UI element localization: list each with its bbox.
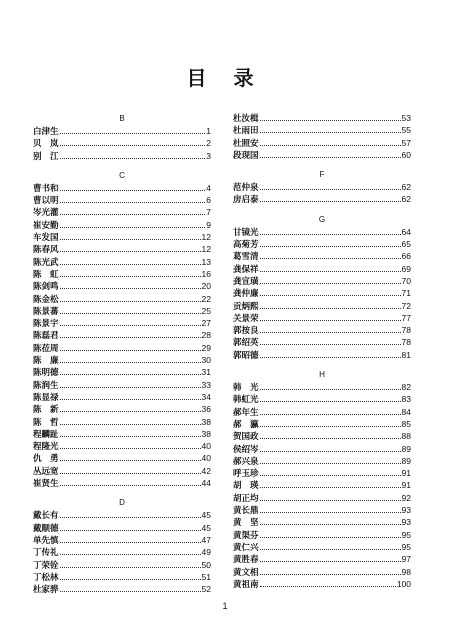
entry-page-number: 34: [201, 391, 211, 402]
entry-page-number: 93: [401, 505, 411, 516]
toc-entry[interactable]: [33, 391, 211, 403]
entry-page-number: 81: [401, 349, 411, 360]
toc-entry[interactable]: [33, 137, 211, 149]
entry-page-number: 95: [401, 529, 411, 540]
dot-leader: [260, 283, 401, 284]
dot-leader: [60, 301, 201, 302]
entry-name: 杜照安: [233, 138, 259, 149]
entry-name: 陈景宇: [33, 319, 59, 330]
entry-page-number: 53: [401, 113, 411, 123]
entry-name: 陈 廉: [33, 356, 59, 367]
entry-name: 郭绍英: [233, 338, 259, 349]
dot-leader: [260, 549, 401, 550]
toc-entry[interactable]: [233, 263, 411, 275]
dot-leader: [60, 399, 201, 400]
toc-entry[interactable]: [233, 287, 411, 299]
entry-name: 贡炳熙: [233, 301, 259, 312]
entry-page-number: 91: [401, 480, 411, 491]
dot-leader: [260, 145, 401, 146]
toc-entry[interactable]: [233, 553, 411, 565]
entry-page-number: 83: [401, 394, 411, 405]
entry-page-number: 13: [201, 256, 211, 267]
entry-name: 韩 光: [233, 383, 259, 394]
entry-page-number: 85: [401, 418, 411, 429]
toc-entry[interactable]: [233, 443, 411, 455]
toc-entry[interactable]: [33, 546, 211, 558]
toc-entry[interactable]: [33, 125, 211, 137]
toc-entry[interactable]: [33, 219, 211, 231]
entry-page-number: 42: [201, 465, 211, 476]
entry-page-number: 38: [201, 416, 211, 427]
entry-page-number: 2: [206, 138, 211, 149]
toc-entry[interactable]: [233, 336, 411, 348]
dot-leader: [260, 463, 401, 464]
entry-name: 陈 虹: [33, 269, 59, 280]
page-number: 1: [222, 601, 228, 611]
dot-leader: [60, 133, 206, 134]
entry-name: 崔安勤: [33, 220, 59, 231]
entry-page-number: 72: [401, 300, 411, 311]
dot-leader: [60, 337, 201, 338]
dot-leader: [260, 201, 401, 202]
entry-name: 杜雨田: [233, 126, 259, 137]
entry-name: 仇 勇: [33, 454, 59, 465]
entry-name: 黄 坚: [233, 518, 259, 529]
entry-name: 黄胜春: [233, 555, 259, 566]
entry-page-number: 55: [401, 125, 411, 136]
entry-page-number: 29: [201, 342, 211, 353]
entry-page-number: 36: [201, 404, 211, 415]
toc-entry[interactable]: [33, 583, 211, 595]
dot-leader: [260, 271, 401, 272]
entry-name: 陈莅周: [33, 343, 59, 354]
dot-leader: [60, 227, 206, 228]
section-letter: F: [319, 170, 325, 180]
entry-page-number: 1: [206, 126, 211, 136]
entry-name: 关景荣: [233, 313, 259, 324]
entry-name: 陈 哲: [33, 417, 59, 428]
dot-leader: [60, 542, 201, 543]
dot-leader: [260, 258, 401, 259]
dot-leader: [60, 264, 201, 265]
entry-name: 龚宣璜: [233, 276, 259, 287]
entry-name: 贺国政: [233, 432, 259, 443]
entry-page-number: 7: [206, 207, 211, 218]
entry-page-number: 57: [401, 137, 411, 148]
entry-page-number: 88: [401, 431, 411, 442]
dot-leader: [60, 579, 201, 580]
toc-entry[interactable]: [233, 181, 411, 193]
entry-name: 丁传礼: [33, 548, 59, 559]
entry-name: 程隆光: [33, 442, 59, 453]
toc-entry[interactable]: [33, 280, 211, 292]
entry-name: 陈 新: [33, 405, 59, 416]
dot-leader: [260, 357, 401, 358]
dot-leader: [260, 401, 401, 402]
dot-leader: [60, 436, 201, 437]
toc-entry[interactable]: [233, 312, 411, 324]
toc-entry[interactable]: [233, 238, 411, 250]
entry-page-number: 6: [206, 195, 211, 206]
toc-entry[interactable]: [233, 516, 411, 528]
dot-leader: [260, 524, 401, 525]
entry-name: 曹以明: [33, 196, 59, 207]
toc-entry[interactable]: [233, 393, 411, 405]
entry-name: 贝 岚: [33, 139, 59, 150]
toc-entry[interactable]: [233, 381, 411, 393]
toc-entry[interactable]: [33, 428, 211, 440]
dot-leader: [260, 451, 401, 452]
toc-entry[interactable]: [33, 317, 211, 329]
dot-leader: [60, 448, 201, 449]
toc-entry[interactable]: [233, 504, 411, 516]
toc-entry[interactable]: [33, 379, 211, 391]
entry-name: 杜汝楫: [233, 114, 259, 124]
toc-entry[interactable]: [33, 150, 211, 162]
entry-name: 郝兴泉: [233, 456, 259, 467]
entry-name: 呼玉珍: [233, 469, 259, 480]
entry-page-number: 3: [206, 150, 211, 161]
toc-entry[interactable]: [33, 509, 211, 521]
toc-entry[interactable]: [33, 206, 211, 218]
entry-name: 车发国: [33, 233, 59, 244]
entry-page-number: 98: [401, 566, 411, 577]
entry-name: 黄祖南: [233, 579, 259, 590]
dot-leader: [260, 295, 401, 296]
section-letter: B: [119, 114, 125, 123]
toc-entry[interactable]: [233, 324, 411, 336]
dot-leader: [260, 574, 401, 575]
entry-name: 胡 瑛: [233, 481, 259, 492]
toc-section: [233, 213, 411, 361]
entry-page-number: 20: [201, 281, 211, 292]
entry-page-number: 69: [401, 263, 411, 274]
toc-entry[interactable]: [233, 406, 411, 418]
entry-page-number: 77: [401, 312, 411, 323]
dot-leader: [60, 460, 201, 461]
entry-name: 郝 瀛: [233, 419, 259, 430]
toc-entry[interactable]: [233, 492, 411, 504]
entry-name: 陈金松: [33, 294, 59, 305]
toc-entry[interactable]: [233, 275, 411, 287]
toc-column-left: [33, 112, 211, 595]
dot-leader: [60, 325, 201, 326]
dot-leader: [60, 411, 201, 412]
dot-leader: [260, 414, 401, 415]
entry-page-number: 100: [396, 578, 411, 589]
toc-entry[interactable]: [233, 578, 411, 590]
entry-page-number: 95: [401, 541, 411, 552]
dot-leader: [260, 332, 401, 333]
toc-column-right: [233, 112, 411, 590]
entry-name: 胡正均: [233, 493, 259, 504]
entry-page-number: 25: [201, 305, 211, 316]
dot-leader: [60, 424, 201, 425]
toc-entry[interactable]: [33, 293, 211, 305]
dot-leader: [260, 487, 401, 488]
toc-entry[interactable]: [233, 467, 411, 479]
dot-leader: [260, 320, 401, 321]
toc-entry[interactable]: [33, 194, 211, 206]
toc-entry[interactable]: [233, 112, 411, 124]
entry-page-number: 44: [201, 478, 211, 489]
dot-leader: [60, 251, 201, 252]
toc-entry[interactable]: [233, 149, 411, 161]
entry-page-number: 60: [401, 149, 411, 160]
dot-leader: [260, 586, 396, 587]
toc-entry[interactable]: [33, 243, 211, 255]
entry-page-number: 38: [201, 428, 211, 439]
toc-entry[interactable]: [33, 477, 211, 489]
dot-leader: [60, 362, 201, 363]
entry-page-number: 52: [201, 584, 211, 595]
toc-entry[interactable]: [33, 182, 211, 194]
dot-leader: [260, 246, 401, 247]
dot-leader: [260, 389, 401, 390]
entry-name: 陈明德: [33, 368, 59, 379]
entry-page-number: 62: [401, 194, 411, 205]
dot-leader: [260, 537, 401, 538]
dot-leader: [60, 202, 206, 203]
entry-page-number: 84: [401, 406, 411, 417]
dot-leader: [60, 374, 201, 375]
entry-name: 岑光灌: [33, 208, 59, 219]
entry-name: 高菊芳: [233, 240, 259, 251]
toc-entry[interactable]: [33, 305, 211, 317]
section-letter: D: [119, 498, 125, 508]
toc-entry[interactable]: [233, 300, 411, 312]
dot-leader: [60, 591, 201, 592]
entry-page-number: 50: [201, 559, 211, 570]
entry-page-number: 78: [401, 325, 411, 336]
toc-entry[interactable]: [33, 403, 211, 415]
toc-section: [33, 169, 211, 489]
entry-name: 丛远宽: [33, 466, 59, 477]
toc-entry[interactable]: [233, 226, 411, 238]
dot-leader: [60, 485, 201, 486]
dot-leader: [60, 313, 201, 314]
toc-section: [233, 168, 411, 206]
entry-page-number: 93: [401, 517, 411, 528]
entry-page-number: 40: [201, 453, 211, 464]
dot-leader: [60, 517, 201, 518]
entry-page-number: 97: [401, 554, 411, 565]
entry-page-number: 45: [201, 522, 211, 533]
entry-name: 龚保祥: [233, 264, 259, 275]
entry-page-number: 66: [401, 251, 411, 262]
entry-name: 甘镜光: [233, 227, 259, 238]
toc-entry[interactable]: [33, 440, 211, 452]
entry-name: 陈景蕃: [33, 306, 59, 317]
toc-entry[interactable]: [33, 329, 211, 341]
entry-page-number: 82: [401, 382, 411, 393]
entry-page-number: 64: [401, 226, 411, 237]
dot-leader: [60, 288, 201, 289]
entry-page-number: 22: [201, 293, 211, 304]
entry-page-number: 28: [201, 330, 211, 341]
dot-leader: [260, 426, 401, 427]
entry-page-number: 12: [201, 232, 211, 243]
entry-name: 杜家骅: [33, 585, 59, 596]
toc-entry[interactable]: [33, 559, 211, 571]
dot-leader: [260, 438, 401, 439]
toc-entry[interactable]: [33, 416, 211, 428]
entry-name: 黄长鼎: [233, 506, 259, 517]
toc-entry[interactable]: [233, 418, 411, 430]
dot-leader: [60, 145, 206, 146]
toc-entry[interactable]: [33, 465, 211, 477]
entry-name: 丁松林: [33, 572, 59, 583]
dot-leader: [260, 500, 401, 501]
entry-name: 陈春风: [33, 245, 59, 256]
entry-name: 陈润生: [33, 380, 59, 391]
entry-name: 崔贤生: [33, 479, 59, 490]
dot-leader: [60, 530, 201, 531]
toc-entry[interactable]: [33, 256, 211, 268]
toc-entry[interactable]: [233, 250, 411, 262]
dot-leader: [260, 344, 401, 345]
entry-page-number: 51: [201, 571, 211, 582]
entry-page-number: 92: [401, 492, 411, 503]
entry-page-number: 49: [201, 547, 211, 558]
entry-name: 陈显禄: [33, 392, 59, 403]
toc-entry[interactable]: [33, 522, 211, 534]
entry-page-number: 78: [401, 337, 411, 348]
entry-page-number: 91: [401, 468, 411, 479]
entry-name: 郭昭德: [233, 350, 259, 361]
entry-name: 龚仲廉: [233, 289, 259, 300]
entry-page-number: 27: [201, 318, 211, 329]
section-letter: C: [119, 170, 125, 180]
entry-page-number: 16: [201, 268, 211, 279]
entry-page-number: 33: [201, 379, 211, 390]
entry-page-number: 70: [401, 275, 411, 286]
entry-page-number: 9: [206, 219, 211, 230]
dot-leader: [60, 214, 206, 215]
section-letter: H: [319, 370, 325, 380]
entry-name: 韩虹光: [233, 395, 259, 406]
entry-name: 葛雪清: [233, 252, 259, 263]
entry-name: 陈磊君: [33, 331, 59, 342]
entry-page-number: 31: [201, 367, 211, 378]
toc-entry[interactable]: [233, 349, 411, 361]
toc-section: [233, 112, 411, 161]
entry-name: 郭按良: [233, 326, 259, 337]
entry-name: 陈光武: [33, 257, 59, 268]
entry-name: 郝年生: [233, 407, 259, 418]
toc-section: [33, 496, 211, 595]
toc-entry[interactable]: [233, 479, 411, 491]
dot-leader: [60, 276, 201, 277]
entry-page-number: 40: [201, 441, 211, 452]
section-letter: G: [318, 214, 326, 224]
entry-name: 黄文相: [233, 567, 259, 578]
entry-name: 白津生: [33, 127, 59, 137]
dot-leader: [260, 512, 401, 513]
toc-entry[interactable]: [233, 193, 411, 205]
entry-name: 陈剑鸣: [33, 282, 59, 293]
dot-leader: [260, 120, 401, 121]
entry-page-number: 4: [206, 182, 211, 193]
dot-leader: [260, 157, 401, 158]
dot-leader: [260, 475, 401, 476]
entry-name: 丁荣铨: [33, 560, 59, 571]
entry-name: 戴长有: [33, 511, 59, 522]
dot-leader: [60, 239, 201, 240]
entry-name: 程麟趾: [33, 429, 59, 440]
toc-entry[interactable]: [33, 571, 211, 583]
dot-leader: [60, 473, 201, 474]
entry-name: 曹书和: [33, 183, 59, 194]
dot-leader: [60, 554, 201, 555]
dot-leader: [60, 387, 201, 388]
entry-page-number: 30: [201, 355, 211, 366]
dot-leader: [260, 308, 401, 309]
toc-entry[interactable]: [33, 534, 211, 546]
toc-entry[interactable]: [33, 268, 211, 280]
entry-name: 黄仁兴: [233, 542, 259, 553]
toc-entry[interactable]: [33, 231, 211, 243]
toc-section: [233, 368, 411, 590]
entry-name: 别 江: [33, 151, 59, 162]
dot-leader: [60, 190, 206, 191]
dot-leader: [260, 132, 401, 133]
entry-name: 范仲泉: [233, 183, 259, 194]
toc-entry[interactable]: [33, 366, 211, 378]
entry-page-number: 89: [401, 455, 411, 466]
toc-entry[interactable]: [233, 541, 411, 553]
dot-leader: [60, 567, 201, 568]
page-title: 目 录: [186, 66, 264, 90]
toc-section: [33, 112, 211, 162]
dot-leader: [60, 158, 206, 159]
entry-page-number: 47: [201, 534, 211, 545]
entry-page-number: 89: [401, 443, 411, 454]
entry-page-number: 71: [401, 288, 411, 299]
dot-leader: [260, 189, 401, 190]
entry-page-number: 62: [401, 182, 411, 193]
entry-name: 单先慎: [33, 535, 59, 546]
dot-leader: [260, 234, 401, 235]
entry-name: 黄渠芬: [233, 530, 259, 541]
toc-entry[interactable]: [33, 342, 211, 354]
toc-entry[interactable]: [233, 137, 411, 149]
toc-entry[interactable]: [233, 124, 411, 136]
toc-entry[interactable]: [233, 529, 411, 541]
toc-entry[interactable]: [33, 452, 211, 464]
entry-page-number: 45: [201, 510, 211, 521]
entry-name: 房启泰: [233, 195, 259, 206]
toc-entry[interactable]: [233, 430, 411, 442]
entry-name: 段现国: [233, 150, 259, 161]
entry-name: 戴顺德: [33, 523, 59, 534]
entry-name: 侯绍岑: [233, 444, 259, 455]
dot-leader: [60, 350, 201, 351]
entry-page-number: 12: [201, 244, 211, 255]
entry-page-number: 65: [401, 239, 411, 250]
toc-entry[interactable]: [233, 455, 411, 467]
dot-leader: [260, 561, 401, 562]
toc-entry[interactable]: [233, 566, 411, 578]
toc-entry[interactable]: [33, 354, 211, 366]
